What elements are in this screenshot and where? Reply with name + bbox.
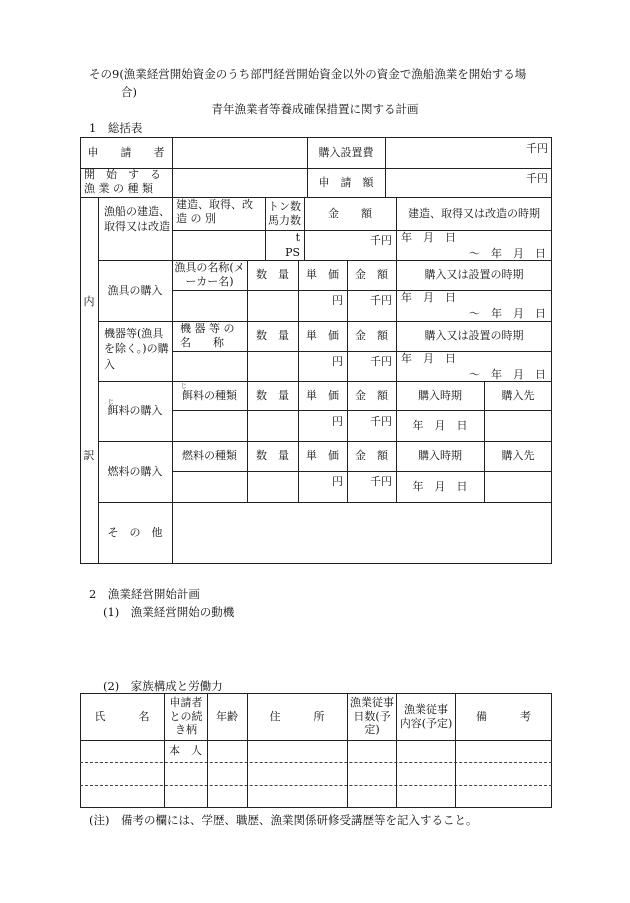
gear-col-price: 単 価: [306, 268, 339, 282]
ship-unit-ps: PS: [285, 246, 300, 259]
purchase-cost-label: 購入設置費: [318, 145, 374, 159]
feed-col-price: 単 価: [306, 388, 339, 402]
equipment-col-name-2: 名 称: [180, 336, 224, 349]
page-title: 青年漁業者等養成確保措置に関する計画: [211, 102, 419, 116]
ship-date-end: ～ 年 月 日: [469, 247, 546, 260]
equipment-col-price: 単 価: [306, 329, 339, 343]
equipment-col-name-1: 機 器 等 の: [180, 322, 235, 335]
request-amount-unit: 千円: [526, 172, 548, 185]
gear-col-amount: 金 額: [355, 268, 388, 282]
family-col-work: 漁業従事内容(予定): [399, 702, 453, 730]
feed-col-amount: 金 額: [355, 388, 388, 402]
feed-date: 年 月 日: [412, 418, 468, 432]
feed-label-ruby: じ: [108, 399, 115, 406]
ship-col-type: 建造、取得、改 造 の 別: [176, 198, 253, 226]
ship-unit-t: t: [295, 231, 300, 244]
motive-heading: (1) 漁業経営開始の動機: [103, 605, 235, 619]
equipment-price-unit: 円: [332, 355, 343, 368]
family-col-name: 氏 名: [94, 709, 150, 723]
gear-col-qty: 数 量: [256, 268, 289, 282]
other-label: そ の 他: [107, 526, 163, 540]
start-fishery-label-1: 開 始 す る: [84, 168, 161, 181]
breakdown-label-2: 訳: [83, 449, 95, 463]
fuel-price-unit: 円: [332, 475, 343, 488]
ship-date-start: 年 月 日: [401, 231, 456, 244]
feed-price-unit: 円: [332, 415, 343, 428]
applicant-label: 申 請 者: [87, 145, 165, 159]
equipment-col-amount: 金 額: [355, 329, 388, 343]
gear-date-end: ～ 年 月 日: [469, 307, 546, 320]
purchase-cost-unit: 千円: [526, 142, 548, 155]
fuel-col-qty: 数 量: [256, 449, 289, 463]
feed-amount-unit: 千円: [370, 415, 392, 428]
gear-date-start: 年 月 日: [401, 291, 456, 304]
fuel-col-price: 単 価: [306, 449, 339, 463]
breakdown-label-1: 内: [83, 295, 95, 309]
equipment-label: 機器等(漁具を除く。)の購入: [104, 327, 169, 371]
start-fishery-label-2: 漁 業 の 種 類: [84, 182, 153, 195]
fuel-col-amount: 金 額: [355, 449, 388, 463]
family-row-self: 本 人: [169, 744, 202, 758]
fuel-col-vendor: 購入先: [501, 449, 535, 463]
gear-price-unit: 円: [332, 294, 343, 307]
feed-col-type: 餌料の種類: [182, 388, 237, 402]
family-col-remarks: 備 考: [476, 709, 531, 723]
equipment-date-end: ～ 年 月 日: [469, 368, 546, 381]
gear-col-name: 漁具の名称(メーカー名): [174, 261, 245, 288]
feed-col-vendor: 購入先: [501, 388, 535, 402]
family-heading: (2) 家族構成と労働力: [103, 679, 223, 693]
feed-col-time: 購入時期: [418, 388, 462, 402]
fuel-date: 年 月 日: [412, 479, 468, 493]
equipment-date-start: 年 月 日: [401, 352, 456, 365]
request-amount-label: 申 請 額: [318, 175, 374, 189]
feed-label: 餌料の購入: [107, 404, 163, 418]
gear-label: 漁具の購入: [107, 283, 163, 297]
fuel-amount-unit: 千円: [370, 475, 392, 488]
family-col-address: 住 所: [269, 709, 325, 723]
ship-col-amount: 金 額: [328, 206, 372, 220]
fuel-col-time: 購入時期: [418, 449, 462, 463]
ship-amount-unit: 千円: [370, 234, 392, 247]
gear-col-period: 購入又は設置の時期: [424, 268, 524, 282]
equipment-col-period: 購入又は設置の時期: [424, 329, 524, 343]
fuel-label: 燃料の購入: [107, 464, 163, 478]
feed-col-qty: 数 量: [256, 388, 289, 402]
section-2-heading: 2 漁業経営開始計画: [89, 587, 200, 601]
intro-line-1: その9(漁業経営開始資金のうち部門経営開始資金以外の資金で漁船漁業を開始する場: [89, 67, 527, 81]
ship-col-tonnage: トン数馬力数: [268, 199, 301, 227]
intro-line-2: 合): [121, 85, 137, 99]
family-col-days: 漁業従事日数(予定): [350, 695, 394, 737]
family-col-relation: 申請者との続き柄: [169, 695, 203, 737]
equipment-amount-unit: 千円: [370, 355, 392, 368]
gear-amount-unit: 千円: [370, 294, 392, 307]
equipment-col-qty: 数 量: [256, 329, 289, 343]
fuel-col-type: 燃料の種類: [182, 449, 237, 463]
ship-col-period: 建造、取得又は改造の時期: [408, 206, 540, 220]
family-col-age: 年齢: [216, 709, 238, 723]
footnote: (注) 備考の欄には、学歴、職歴、漁業関係研修受講歴等を記入すること。: [89, 813, 478, 827]
feed-col-type-ruby: じ: [181, 383, 188, 390]
section-1-heading: 1 総括表: [89, 121, 143, 135]
ship-label: 漁船の建造、取得又は改造: [104, 205, 170, 234]
